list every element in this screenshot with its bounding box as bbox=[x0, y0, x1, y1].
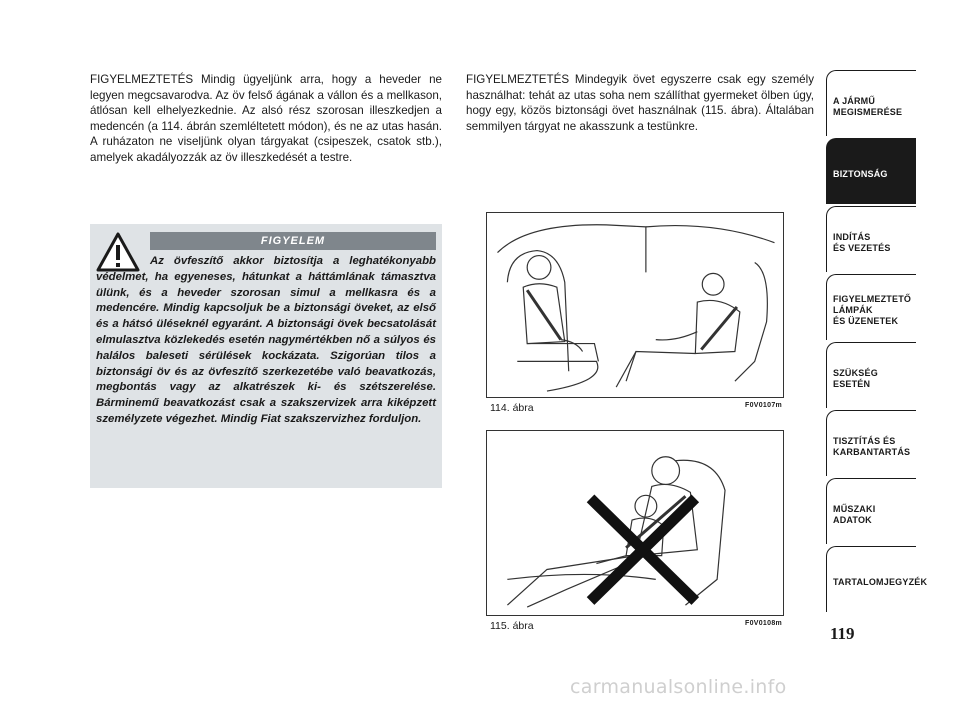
tab-label: MŰSZAKI ADATOK bbox=[833, 503, 876, 525]
figure-115 bbox=[486, 430, 784, 616]
right-column bbox=[466, 72, 814, 134]
left-column bbox=[90, 72, 442, 166]
chapter-tabs bbox=[826, 70, 928, 614]
tab-starting-driving[interactable] bbox=[826, 206, 916, 272]
figure-115-caption: 115. ábra bbox=[490, 620, 534, 632]
tab-label: INDÍTÁS ÉS VEZETÉS bbox=[833, 231, 891, 253]
tab-label: SZÜKSÉG ESETÉN bbox=[833, 367, 878, 389]
tab-label: BIZTONSÁG bbox=[833, 169, 888, 179]
warning-title: FIGYELEM bbox=[150, 232, 436, 250]
right-warning-paragraph: FIGYELMEZTETÉS Mindegyik övet egyszerre csak egy személy használhat: tehát az utas soha nem szállíthat gyermeket ölben úgy, hogy egy, közös biztonsági övet használnak (115. ábra). Általában semmilyen tárgyat ne akasszunk a testünkre. bbox=[466, 73, 814, 133]
tab-vehicle[interactable] bbox=[826, 70, 916, 136]
warning-box bbox=[90, 224, 442, 488]
watermark: carmanualsonline.info bbox=[570, 676, 787, 698]
left-warning-paragraph: FIGYELMEZTETÉS Mindig ügyeljünk arra, hogy a heveder ne legyen megcsavarodva. Az öv felső ágának a vállon és a mellkason, átlósan kell elhelyezkednie. Az alsó rész szorosan illeszkedjen a medencén (a 114. ábrán szemléltetett módon), és ne az utas hasán. A ruházaton ne viseljünk olyan tárgyakat (csipeszek, csatok stb.), amelyek akadályozzák az öv illeszkedését a testre. bbox=[90, 73, 442, 164]
figure-115-code: F0V0108m bbox=[745, 620, 783, 627]
tab-label: TISZTÍTÁS ÉS KARBANTARTÁS bbox=[833, 435, 911, 457]
tab-label: A JÁRMŰ MEGISMERÉSE bbox=[833, 95, 903, 117]
tab-safety[interactable] bbox=[826, 138, 916, 204]
tab-index[interactable] bbox=[826, 546, 928, 612]
page-number: 119 bbox=[830, 624, 855, 643]
figure-114 bbox=[486, 212, 784, 398]
tab-emergency[interactable] bbox=[826, 342, 916, 408]
tab-label: FIGYELMEZTETŐ LÁMPÁK ÉS ÜZENETEK bbox=[833, 294, 912, 326]
tab-label: TARTALOMJEGYZÉK bbox=[833, 577, 928, 587]
tab-technical-data[interactable] bbox=[826, 478, 916, 544]
figure-114-caption: 114. ábra bbox=[490, 402, 534, 414]
seatbelt-incorrect-illustration bbox=[487, 431, 783, 615]
tab-warning-lights[interactable] bbox=[826, 274, 916, 340]
figure-114-code: F0V0107m bbox=[745, 402, 783, 409]
tab-maintenance[interactable] bbox=[826, 410, 916, 476]
seatbelt-correct-illustration bbox=[487, 213, 783, 397]
warning-text: Az övfeszítő akkor biztosítja a leghatékonyabb védelmet, ha egyeneses, hátunkat a háttámlának támasztva ülünk, és a heveder szorosan simul a mellkasra és a medencére. Mindig kapcsoljuk be a biztonsági öveket, az első és a hátsó üléseknél egyaránt. A biztonsági övek becsatolását elmulasztva közlekedés esetén nagymértékben nő a súlyos és halálos baleseti sérülések kockázata. Szigorúan tilos a biztonsági öv és az övfeszítő szerkezetébe való beavatkozás, megbontás vagy az alkatrészek ki- és szétszerelése. Bárminemű beavatkozást csak a szakszervizek arra kiképzett személyzete végezhet. Mindig Fiat szakszervizhez forduljon. bbox=[96, 255, 436, 425]
